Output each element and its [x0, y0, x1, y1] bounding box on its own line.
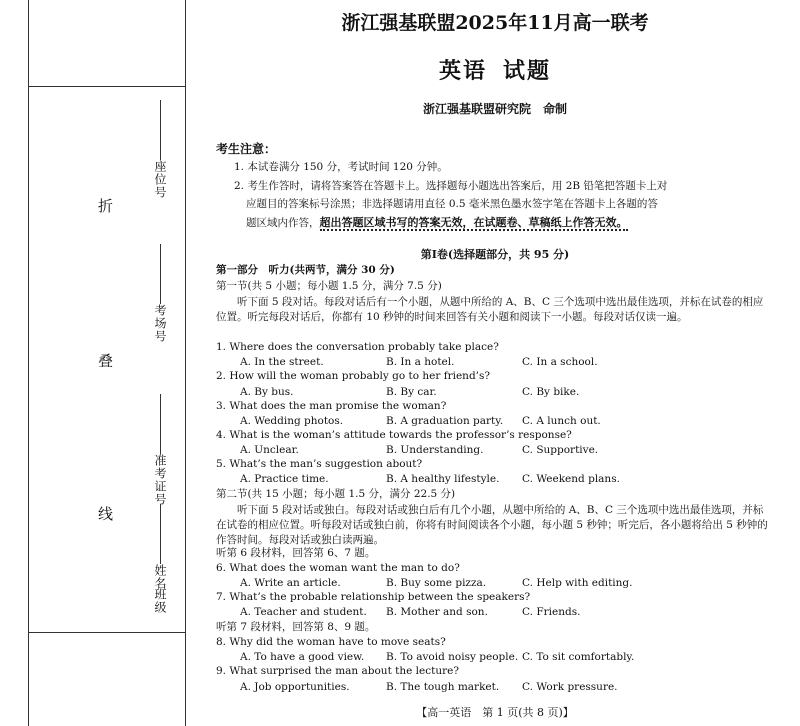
option-1a[interactable]: A. In the street.	[240, 356, 324, 368]
option-1b[interactable]: B. In a hotel.	[386, 356, 455, 368]
notice-item-2-line-1: 2. 考生作答时，请将答案答在答题卡上。选择题每小题选出答案后，用 2B 铅笔把答题卡上对	[234, 180, 668, 192]
name-field[interactable]: 姓名	[152, 500, 169, 590]
notice-item-2-line-3: 题区域内作答，超出答题区域书写的答案无效，在试题卷、草稿纸上作答无效。	[246, 216, 628, 229]
option-3c[interactable]: C. A lunch out.	[522, 415, 601, 427]
option-6b[interactable]: B. Buy some pizza.	[386, 577, 487, 589]
section-title: 第Ⅰ卷(选择题部分，共 95 分)	[420, 248, 570, 261]
margin-inner-line	[185, 0, 186, 726]
notice-item-2-line-2: 应题目的答案标号涂黑；非选择题请用直径 0.5 毫米黑色墨水签字笔在答题卡上各题的答	[246, 198, 658, 210]
question-7: 7. What’s the probable relationship between the speakers?	[216, 591, 531, 603]
fold-char-2: 叠	[98, 352, 114, 370]
option-6a[interactable]: A. Write an article.	[240, 577, 341, 589]
exam-room-field[interactable]: 考场号	[152, 240, 169, 343]
question-1: 1. Where does the conversation probably take place?	[216, 341, 499, 353]
option-7a[interactable]: A. Teacher and student.	[240, 606, 367, 618]
sec2-heading: 第二节(共 15 小题；每小题 1.5 分，满分 22.5 分)	[216, 488, 456, 500]
material-7-note: 听第 7 段材料，回答第 8、9 题。	[216, 621, 376, 633]
subject-title: 英语 试题	[438, 58, 552, 84]
part-heading: 第一部分 听力(共两节，满分 30 分)	[216, 264, 395, 276]
option-3a[interactable]: A. Wedding photos.	[240, 415, 344, 427]
notice-heading: 考生注意：	[216, 142, 277, 156]
option-8b[interactable]: B. To avoid noisy people.	[386, 651, 519, 663]
question-4: 4. What is the woman’s attitude towards the professor’s response?	[216, 429, 572, 441]
option-9a[interactable]: A. Job opportunities.	[240, 681, 350, 693]
binding-margin	[0, 0, 186, 726]
question-6: 6. What does the woman want the man to do?	[216, 562, 460, 574]
fold-char-1: 折	[98, 197, 114, 215]
class-field[interactable]: 班级	[153, 588, 167, 614]
option-2b[interactable]: B. By car.	[386, 386, 437, 398]
sec2-directions: 听下面 5 段对话或独白。每段对话或独白后有几个小题，从题中所给的 A、B、C 三个选项中选出最佳选项，并标在试卷的相应位置。听每段对话或独白前，你将有时间阅读各个小题，每小题 5 秒钟；听完后，各小题将给出 5 秒钟的作答时间。每段对话或独白读两遍。	[216, 504, 768, 546]
margin-bottom-rule	[28, 632, 186, 633]
question-5: 5. What’s the man’s suggestion about?	[216, 458, 423, 470]
material-6-note: 听第 6 段材料，回答第 6、7 题。	[216, 547, 376, 559]
option-4b[interactable]: B. Understanding.	[386, 444, 484, 456]
question-9: 9. What surprised the man about the lecture?	[216, 665, 459, 677]
option-8c[interactable]: C. To sit comfortably.	[522, 651, 635, 663]
option-7b[interactable]: B. Mother and son.	[386, 606, 488, 618]
option-4c[interactable]: C. Supportive.	[522, 444, 599, 456]
option-9b[interactable]: B. The tough market.	[386, 681, 500, 693]
exam-id-field[interactable]: 准考证号	[152, 390, 169, 506]
option-2a[interactable]: A. By bus.	[240, 386, 294, 398]
option-5a[interactable]: A. Practice time.	[240, 473, 329, 485]
question-3: 3. What does the man promise the woman?	[216, 400, 447, 412]
question-2: 2. How will the woman probably go to her friend’s?	[216, 370, 491, 382]
option-9c[interactable]: C. Work pressure.	[522, 681, 618, 693]
option-7c[interactable]: C. Friends.	[522, 606, 581, 618]
option-5b[interactable]: B. A healthy lifestyle.	[386, 473, 500, 485]
notice-item-1: 1. 本试卷满分 150 分，考试时间 120 分钟。	[234, 161, 448, 173]
option-3b[interactable]: B. A graduation party.	[386, 415, 504, 427]
seat-number-field[interactable]: 座位号	[152, 96, 169, 199]
exam-title: 浙江强基联盟2025年11月高一联考	[341, 12, 649, 34]
option-5c[interactable]: C. Weekend plans.	[522, 473, 620, 485]
issuing-org: 浙江强基联盟研究院 命制	[422, 102, 568, 116]
margin-top-rule	[28, 86, 186, 87]
option-1c[interactable]: C. In a school.	[522, 356, 598, 368]
margin-outer-line	[28, 0, 29, 726]
option-2c[interactable]: C. By bike.	[522, 386, 580, 398]
question-8: 8. Why did the woman have to move seats?	[216, 636, 446, 648]
page-footer: 【高一英语 第 1 页(共 8 页)】	[416, 706, 574, 719]
sec1-directions: 听下面 5 段对话。每段对话后有一个小题，从题中所给的 A、B、C 三个选项中选出最佳选项，并标在试卷的相应位置。听完每段对话后，你都有 10 秒钟的时间来回答有关小题和阅读下一小题。每段对话仅读一遍。	[216, 296, 764, 323]
option-6c[interactable]: C. Help with editing.	[522, 577, 633, 589]
fold-char-3: 线	[98, 505, 114, 523]
sec1-heading: 第一节(共 5 小题；每小题 1.5 分，满分 7.5 分)	[216, 280, 442, 292]
option-4a[interactable]: A. Unclear.	[240, 444, 299, 456]
option-8a[interactable]: A. To have a good view.	[240, 651, 365, 663]
